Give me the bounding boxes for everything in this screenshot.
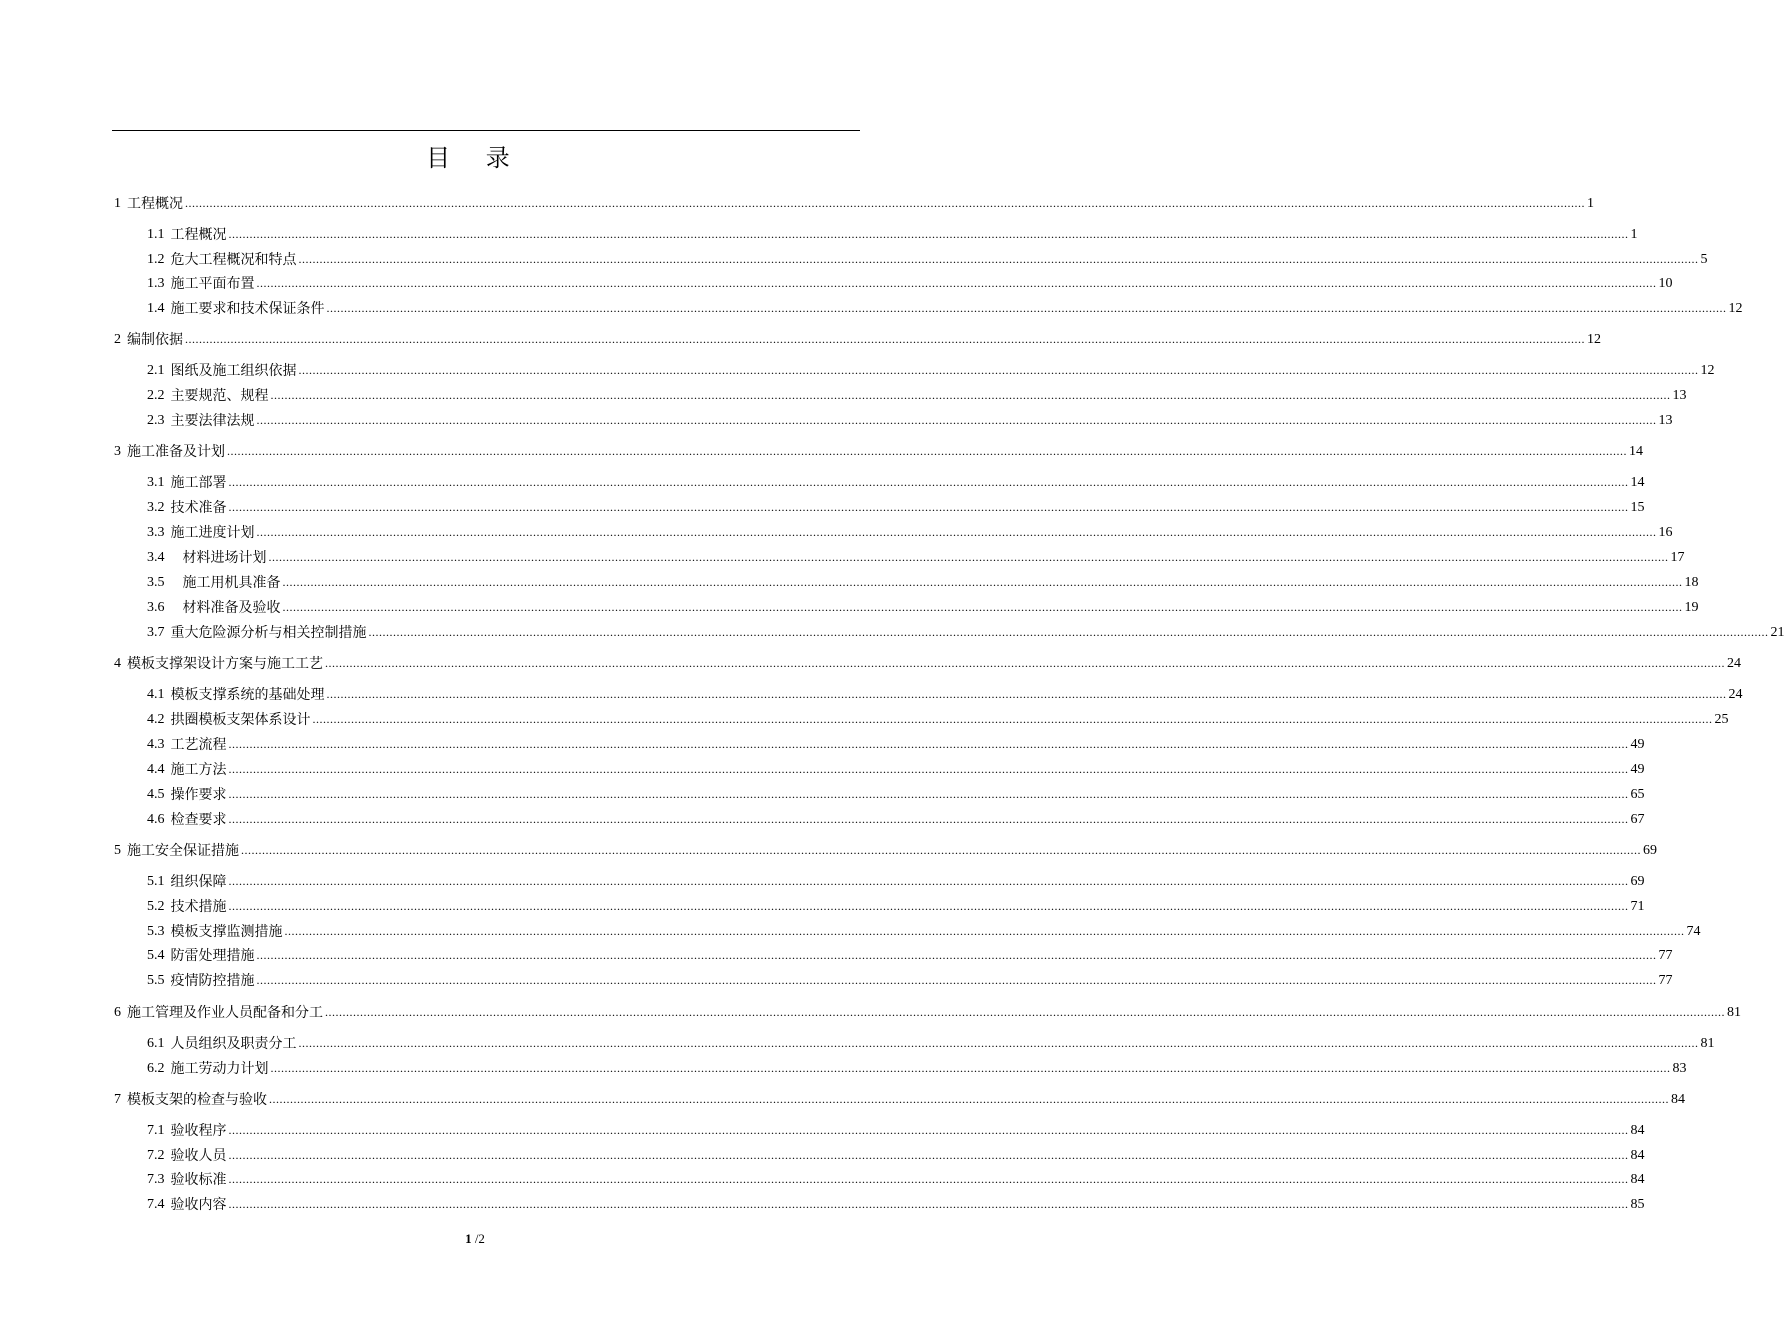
toc-leader-dots: ................................................................................................................................................................................................................................................................................................................................................................................................................ — [227, 444, 1627, 458]
toc-entry[interactable] — [147, 944, 1673, 966]
toc-entry-number: 5 — [114, 843, 121, 858]
toc-entry-title: 材料准备及验收 — [182, 600, 281, 616]
toc-leader-dots: ................................................................................................................................................................................................................................................................................................................................................................................................................ — [284, 924, 1685, 938]
toc-leader-dots: ................................................................................................................................................................................................................................................................................................................................................................................................................ — [256, 525, 1657, 539]
toc-entry-number: 2.3 — [147, 413, 165, 428]
toc-leader-dots: ................................................................................................................................................................................................................................................................................................................................................................................................................ — [298, 252, 1699, 266]
toc-entry-number: 6.1 — [147, 1036, 165, 1051]
toc-entry-title: 施工要求和技术保证条件 — [170, 301, 325, 317]
toc-entry-number: 2.2 — [147, 388, 165, 403]
toc-leader-dots: ................................................................................................................................................................................................................................................................................................................................................................................................................ — [325, 656, 1725, 670]
toc-leader-dots: ................................................................................................................................................................................................................................................................................................................................................................................................................ — [228, 874, 1629, 888]
toc-entry-number: 2 — [114, 332, 121, 347]
toc-leader-dots: ................................................................................................................................................................................................................................................................................................................................................................................................................ — [326, 687, 1727, 701]
toc-page-number: 1 — [1630, 227, 1638, 242]
toc-entry[interactable] — [147, 733, 1645, 755]
toc-entry-number: 5.4 — [147, 948, 165, 963]
toc-entry-title: 模板支撑架设计方案与施工工艺 — [127, 656, 323, 672]
toc-entry-title: 技术准备 — [170, 500, 227, 516]
toc-entry-title: 组织保障 — [170, 874, 227, 890]
toc-page-number: 13 — [1658, 413, 1673, 428]
page-footer — [0, 1230, 950, 1248]
toc-entry-number: 1.3 — [147, 276, 165, 291]
toc-entry-number: 5.3 — [147, 924, 165, 939]
toc-entry-number: 4 — [114, 656, 121, 671]
toc-page-number: 85 — [1630, 1197, 1645, 1212]
toc-entry-number: 7 — [114, 1092, 121, 1107]
toc-entry-title: 操作要求 — [170, 787, 227, 803]
toc-leader-dots: ................................................................................................................................................................................................................................................................................................................................................................................................................ — [268, 550, 1669, 564]
toc-leader-dots: ................................................................................................................................................................................................................................................................................................................................................................................................................ — [228, 787, 1629, 801]
toc-leader-dots: ................................................................................................................................................................................................................................................................................................................................................................................................................ — [282, 575, 1683, 589]
toc-entry-title: 工程概况 — [170, 227, 227, 243]
toc-entry-title: 拱圈模板支架体系设计 — [170, 712, 311, 728]
toc-leader-dots: ................................................................................................................................................................................................................................................................................................................................................................................................................ — [228, 737, 1629, 751]
toc-entry-number: 4.3 — [147, 737, 165, 752]
toc-leader-dots: ................................................................................................................................................................................................................................................................................................................................................................................................................ — [228, 500, 1629, 514]
toc-entry-title: 主要规范、规程 — [170, 388, 269, 404]
toc-entry-title: 施工管理及作业人员配备和分工 — [127, 1005, 323, 1021]
toc-entry[interactable] — [147, 409, 1673, 431]
toc-leader-dots: ................................................................................................................................................................................................................................................................................................................................................................................................................ — [228, 227, 1629, 241]
toc-entry-title: 模板支架的检查与验收 — [127, 1092, 267, 1108]
toc-entry-number: 4.5 — [147, 787, 165, 802]
toc-entry[interactable] — [147, 359, 1715, 381]
toc-page-number: 19 — [1684, 600, 1699, 615]
toc-page-number: 67 — [1630, 812, 1645, 827]
toc-entry-title: 工程概况 — [127, 196, 183, 212]
toc-page-number: 69 — [1643, 843, 1657, 858]
toc-entry-number: 7.3 — [147, 1172, 165, 1187]
toc-page-number: 12 — [1728, 301, 1743, 316]
toc-entry-title: 施工劳动力计划 — [170, 1061, 269, 1077]
toc-entry-number: 6.2 — [147, 1061, 165, 1076]
toc-entry-title: 施工用机具准备 — [182, 575, 281, 591]
toc-leader-dots: ................................................................................................................................................................................................................................................................................................................................................................................................................ — [185, 196, 1585, 210]
toc-leader-dots: ................................................................................................................................................................................................................................................................................................................................................................................................................ — [228, 1172, 1629, 1186]
toc-entry-title: 疫情防控措施 — [170, 973, 255, 989]
toc-entry[interactable] — [147, 471, 1645, 493]
toc-entry-title: 危大工程概况和特点 — [170, 252, 297, 268]
toc-entry[interactable] — [147, 1119, 1645, 1141]
toc-leader-dots: ................................................................................................................................................................................................................................................................................................................................................................................................................ — [228, 899, 1629, 913]
toc-entry-title: 施工准备及计划 — [127, 444, 225, 460]
toc-leader-dots: ................................................................................................................................................................................................................................................................................................................................................................................................................ — [185, 332, 1585, 346]
toc-leader-dots: ................................................................................................................................................................................................................................................................................................................................................................................................................ — [228, 762, 1629, 776]
toc-page-number: 14 — [1630, 475, 1645, 490]
toc-entry-number: 1.1 — [147, 227, 165, 242]
toc-page-number: 84 — [1630, 1148, 1645, 1163]
toc-entry-title: 验收标准 — [170, 1172, 227, 1188]
toc-leader-dots: ................................................................................................................................................................................................................................................................................................................................................................................................................ — [298, 1036, 1699, 1050]
toc-page-number: 25 — [1714, 712, 1729, 727]
toc-entry-number: 7.1 — [147, 1123, 165, 1138]
toc-page-number: 65 — [1630, 787, 1645, 802]
toc-entry-title: 人员组织及职责分工 — [170, 1036, 297, 1052]
toc-entry[interactable] — [147, 1057, 1687, 1079]
toc-entry-number: 4.6 — [147, 812, 165, 827]
toc-entry-title: 验收人员 — [170, 1148, 227, 1164]
toc-entry-number: 5.2 — [147, 899, 165, 914]
toc-page-number: 12 — [1700, 363, 1715, 378]
toc-entry-title: 图纸及施工组织依据 — [170, 363, 297, 379]
toc-entry[interactable] — [147, 248, 1708, 270]
toc-leader-dots: ................................................................................................................................................................................................................................................................................................................................................................................................................ — [368, 625, 1769, 639]
toc-entry-number: 3.3 — [147, 525, 165, 540]
toc-entry-title: 施工方法 — [170, 762, 227, 778]
toc-entry[interactable] — [147, 1032, 1715, 1054]
toc-entry-title: 检查要求 — [170, 812, 227, 828]
toc-leader-dots: ................................................................................................................................................................................................................................................................................................................................................................................................................ — [269, 1092, 1669, 1106]
toc-entry-number: 2.1 — [147, 363, 165, 378]
toc-entry[interactable] — [147, 920, 1701, 942]
toc-page-number: 24 — [1727, 656, 1741, 671]
toc-entry[interactable] — [147, 596, 1699, 618]
toc-page-number: 5 — [1700, 252, 1708, 267]
toc-page-number: 77 — [1658, 948, 1673, 963]
toc-leader-dots: ................................................................................................................................................................................................................................................................................................................................................................................................................ — [312, 712, 1713, 726]
current-page-number: 1 — [465, 1231, 472, 1246]
toc-page-number: 10 — [1658, 276, 1673, 291]
toc-entry[interactable] — [147, 683, 1743, 705]
toc-entry[interactable] — [147, 870, 1645, 892]
toc-leader-dots: ................................................................................................................................................................................................................................................................................................................................................................................................................ — [326, 301, 1727, 315]
toc-entry[interactable] — [114, 328, 1601, 350]
toc-entry-number: 1.4 — [147, 301, 165, 316]
toc-entry-number: 5.5 — [147, 973, 165, 988]
toc-page-number: 71 — [1630, 899, 1645, 914]
toc-leader-dots: ................................................................................................................................................................................................................................................................................................................................................................................................................ — [228, 1197, 1629, 1211]
toc-page-number: 13 — [1672, 388, 1687, 403]
toc-entry[interactable] — [147, 521, 1673, 543]
toc-page-number: 81 — [1727, 1005, 1741, 1020]
toc-entry-title: 防雷处理措施 — [170, 948, 255, 964]
toc-page-number: 16 — [1658, 525, 1673, 540]
toc-leader-dots: ................................................................................................................................................................................................................................................................................................................................................................................................................ — [228, 1123, 1629, 1137]
toc-entry[interactable] — [147, 758, 1645, 780]
toc-entry[interactable] — [147, 621, 1785, 643]
toc-leader-dots: ................................................................................................................................................................................................................................................................................................................................................................................................................ — [270, 388, 1671, 402]
toc-entry[interactable] — [114, 839, 1657, 861]
toc-entry-number: 4.4 — [147, 762, 165, 777]
toc-entry-number: 5.1 — [147, 874, 165, 889]
toc-page-number: 83 — [1672, 1061, 1687, 1076]
toc-page-number: 84 — [1671, 1092, 1685, 1107]
toc-page-number: 69 — [1630, 874, 1645, 889]
toc-leader-dots: ................................................................................................................................................................................................................................................................................................................................................................................................................ — [228, 1148, 1629, 1162]
toc-entry[interactable] — [147, 571, 1699, 593]
toc-entry[interactable] — [147, 808, 1645, 830]
toc-entry[interactable] — [147, 1168, 1645, 1190]
toc-entry[interactable] — [147, 1144, 1645, 1166]
toc-page-number: 74 — [1686, 924, 1701, 939]
toc-page-number: 17 — [1670, 550, 1685, 565]
toc-entry-number: 1.2 — [147, 252, 165, 267]
toc-entry-title: 模板支撑系统的基础处理 — [170, 687, 325, 703]
toc-leader-dots: ................................................................................................................................................................................................................................................................................................................................................................................................................ — [325, 1005, 1725, 1019]
toc-entry-title: 主要法律法规 — [170, 413, 255, 429]
toc-leader-dots: ................................................................................................................................................................................................................................................................................................................................................................................................................ — [282, 600, 1683, 614]
toc-leader-dots: ................................................................................................................................................................................................................................................................................................................................................................................................................ — [298, 363, 1699, 377]
toc-entry-title: 验收内容 — [170, 1197, 227, 1213]
toc-page-number: 49 — [1630, 737, 1645, 752]
toc-entry-number: 3.6 — [147, 600, 165, 615]
total-pages: /2 — [474, 1231, 485, 1246]
toc-entry[interactable] — [147, 297, 1743, 319]
toc-entry[interactable] — [114, 1001, 1741, 1023]
toc-entry-number: 3 — [114, 444, 121, 459]
toc-entry-number: 7.4 — [147, 1197, 165, 1212]
toc-entry-number: 3.7 — [147, 625, 165, 640]
toc-entry-title: 施工安全保证措施 — [127, 843, 239, 859]
toc-entry-title: 施工平面布置 — [170, 276, 255, 292]
toc-entry-number: 3.4 — [147, 550, 165, 565]
toc-leader-dots: ................................................................................................................................................................................................................................................................................................................................................................................................................ — [256, 948, 1657, 962]
page-title: 目 录 — [426, 144, 524, 172]
toc-entry-title: 材料进场计划 — [182, 550, 267, 566]
toc-leader-dots: ................................................................................................................................................................................................................................................................................................................................................................................................................ — [256, 276, 1657, 290]
toc-page-number: 12 — [1587, 332, 1601, 347]
toc-page-number: 81 — [1700, 1036, 1715, 1051]
toc-leader-dots: ................................................................................................................................................................................................................................................................................................................................................................................................................ — [256, 413, 1657, 427]
toc-entry-title: 施工进度计划 — [170, 525, 255, 541]
toc-page-number: 24 — [1728, 687, 1743, 702]
toc-leader-dots: ................................................................................................................................................................................................................................................................................................................................................................................................................ — [228, 475, 1629, 489]
toc-entry-title: 模板支撑监测措施 — [170, 924, 283, 940]
toc-entry[interactable] — [114, 1088, 1685, 1110]
toc-entry-title: 重大危险源分析与相关控制措施 — [170, 625, 367, 641]
toc-entry[interactable] — [147, 384, 1687, 406]
toc-entry-number: 6 — [114, 1005, 121, 1020]
toc-leader-dots: ................................................................................................................................................................................................................................................................................................................................................................................................................ — [256, 973, 1657, 987]
toc-entry-number: 3.2 — [147, 500, 165, 515]
toc-page-number: 14 — [1629, 444, 1643, 459]
toc-entry-title: 验收程序 — [170, 1123, 227, 1139]
toc-entry-title: 施工部署 — [170, 475, 227, 491]
toc-entry[interactable] — [114, 440, 1643, 462]
toc-page-number: 84 — [1630, 1172, 1645, 1187]
toc-leader-dots: ................................................................................................................................................................................................................................................................................................................................................................................................................ — [228, 812, 1629, 826]
toc-entry-number: 3.5 — [147, 575, 165, 590]
toc-entry-number: 4.2 — [147, 712, 165, 727]
toc-entry[interactable] — [147, 708, 1729, 730]
toc-entry[interactable] — [147, 272, 1673, 294]
toc-entry[interactable] — [147, 895, 1645, 917]
toc-leader-dots: ................................................................................................................................................................................................................................................................................................................................................................................................................ — [241, 843, 1641, 857]
toc-page-number: 49 — [1630, 762, 1645, 777]
toc-entry[interactable] — [147, 223, 1638, 245]
toc-page-number: 21 — [1770, 625, 1785, 640]
toc-page-number: 84 — [1630, 1123, 1645, 1138]
toc-entry-number: 4.1 — [147, 687, 165, 702]
toc-page-number: 18 — [1684, 575, 1699, 590]
toc-page-number: 77 — [1658, 973, 1673, 988]
toc-entry[interactable] — [114, 192, 1594, 214]
toc-page-number: 15 — [1630, 500, 1645, 515]
toc-entry[interactable] — [114, 652, 1741, 674]
toc-entry[interactable] — [147, 1193, 1645, 1215]
toc-entry-title: 编制依据 — [127, 332, 183, 348]
toc-entry-number: 1 — [114, 196, 121, 211]
toc-entry[interactable] — [147, 546, 1685, 568]
toc-leader-dots: ................................................................................................................................................................................................................................................................................................................................................................................................................ — [270, 1061, 1671, 1075]
toc-entry[interactable] — [147, 969, 1673, 991]
toc-entry-number: 3.1 — [147, 475, 165, 490]
toc-entry[interactable] — [147, 783, 1645, 805]
toc-entry-title: 工艺流程 — [170, 737, 227, 753]
toc-page-number: 1 — [1587, 196, 1594, 211]
toc-entry[interactable] — [147, 496, 1645, 518]
toc-entry-number: 7.2 — [147, 1148, 165, 1163]
toc-entry-title: 技术措施 — [170, 899, 227, 915]
